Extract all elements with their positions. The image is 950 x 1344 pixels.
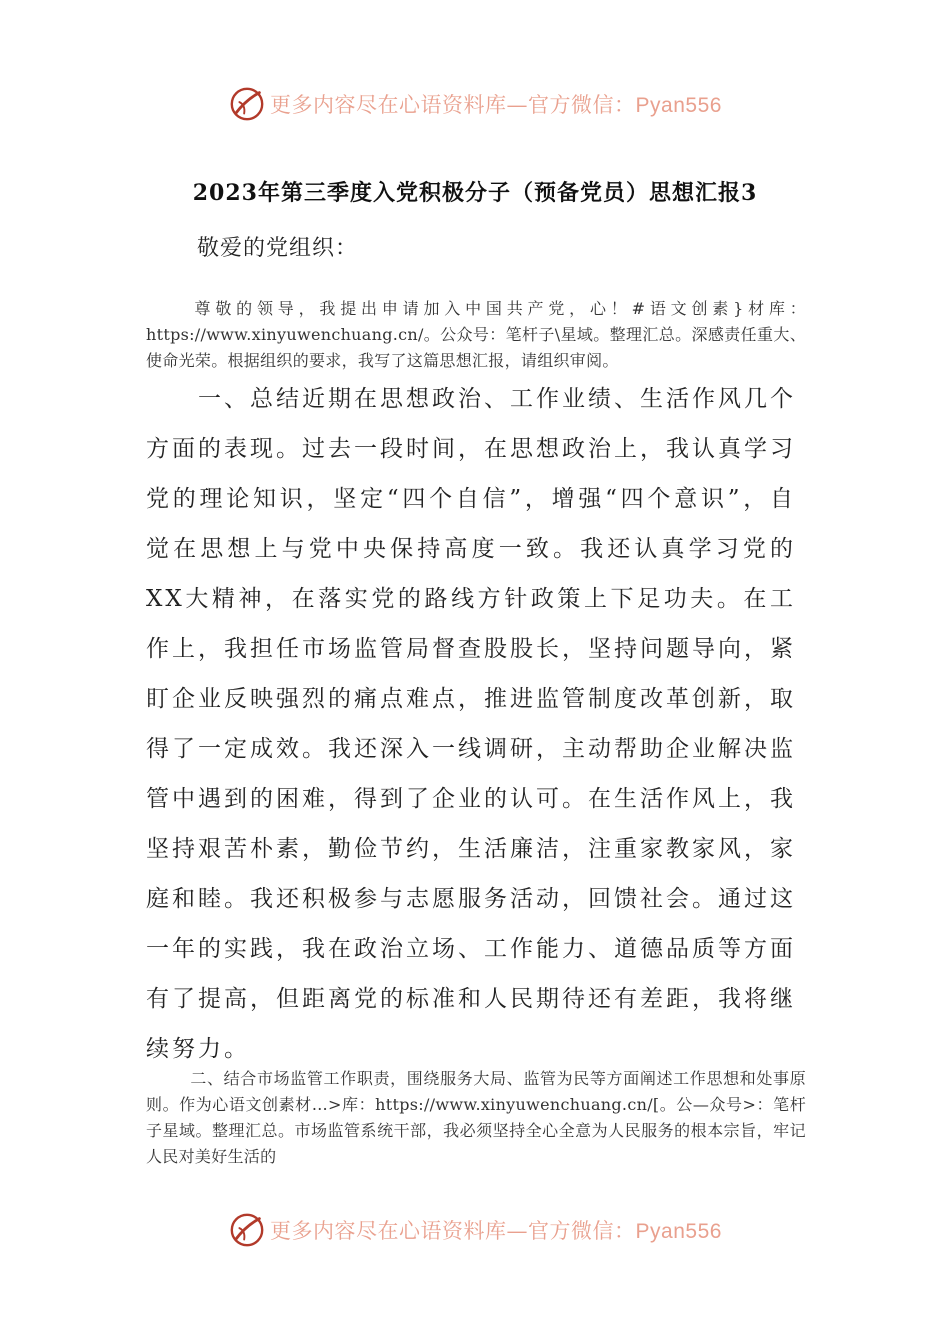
- document-title: 2023年第三季度入党积极分子（预备党员）思想汇报3: [192, 180, 758, 206]
- watermark-wechat-id: Pyan556: [635, 94, 722, 117]
- paragraph-section-2-text: 二、结合市场监管工作职责，围绕服务大局、监管为民等方面阐述工作思想和处事原则。作为心语文创素材…>库：https://www.xinyuwenchuang.cn/[。公—众号>：笔杆子星域。整理汇总。市场监管系统干部，我必须坚持全心全意为人民服务的根本宗旨，牢记人民对美好生活的: [146, 1069, 806, 1166]
- header-watermark: [0, 82, 950, 126]
- paragraph-intro: [146, 296, 806, 374]
- salutation: 敬爱的党组织：: [197, 236, 359, 261]
- paragraph-section-2: [146, 1066, 806, 1170]
- pen-logo-icon: [228, 1211, 266, 1249]
- watermark-wechat-id: Pyan556: [635, 1220, 722, 1243]
- pen-logo-icon: [228, 85, 266, 123]
- watermark-text: 更多内容尽在心语资料库—官方微信：: [270, 93, 636, 117]
- footer-watermark: [0, 1208, 950, 1252]
- paragraph-section-1: [146, 374, 796, 1074]
- paragraph-section-1-text: 一、总结近期在思想政治、工作业绩、生活作风几个方面的表现。过去一段时间，在思想政治上，我认真学习党的理论知识，坚定“四个自信”，增强“四个意识”，自觉在思想上与党中央保持高度一致。我还认真学习党的XX大精神，在落实党的路线方针政策上下足功夫。在工作上，我担任市场监管局督查股股长，坚持问题导向，紧盯企业反映强烈的痛点难点，推进监管制度改革创新，取得了一定成效。我还深入一线调研，主动帮助企业解决监管中遇到的困难，得到了企业的认可。在生活作风上，我坚持艰苦朴素，勤俭节约，生活廉洁，注重家教家风，家庭和睦。我还积极参与志愿服务活动，回馈社会。通过这一年的实践，我在政治立场、工作能力、道德品质等方面有了提高，但距离党的标准和人民期待还有差距，我将继续努力。: [146, 386, 796, 1062]
- paragraph-intro-text: 尊敬的领导，我提出申请加入中国共产党，心！#语文创素}材库：https://www.xinyuwenchuang.cn/。公众号：笔杆子\星域。整理汇总。深感责任重大、使命光荣。根据组织的要求，我写了这篇思想汇报，请组织审阅。: [146, 299, 806, 370]
- watermark-text: 更多内容尽在心语资料库—官方微信：: [270, 1219, 636, 1243]
